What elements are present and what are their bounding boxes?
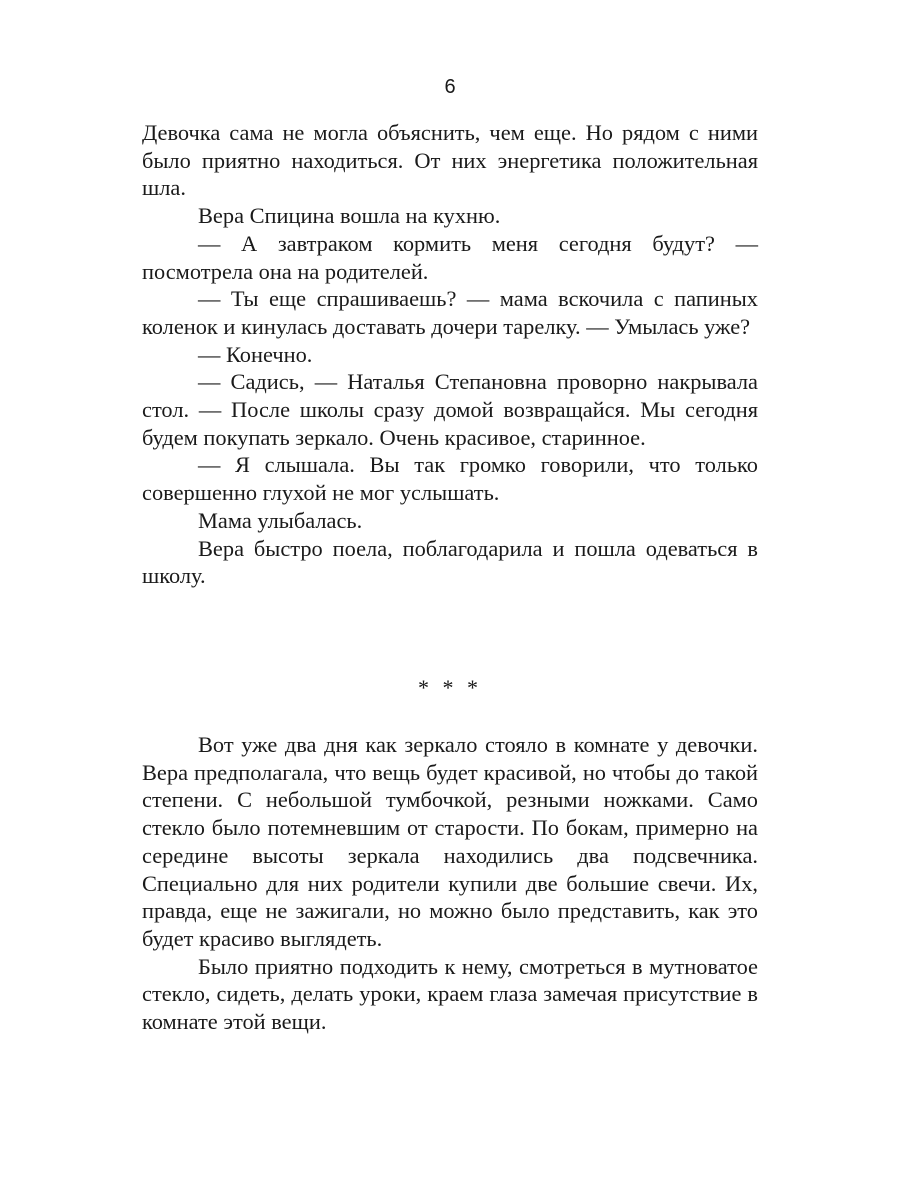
section-separator: * * * [418, 675, 482, 700]
paragraph: — Садись, — Наталья Степановна проворно накрывала стол. — После школы сразу домой возвращайся. Мы сегодня будем покупать зеркало. Очень красивое, старинное. [142, 369, 758, 450]
paragraph: Было приятно подходить к нему, смотреться в мутноватое стекло, сидеть, делать уроки, краем глаза замечая присутствие в комнате этой вещи. [142, 953, 758, 1035]
paragraph: Вера Спицина вошла на кухню. [198, 203, 501, 229]
paragraph: Вот уже два дня как зеркало стояло в комнате у девочки. Вера предполагала, что вещь будет красивой, но чтобы до такой степени. С небольшой тумбочкой, резными ножками. Само стекло было потемневшим от старости. По бокам, примерно на середине высоты зеркала находились два подсвечника. Специально для них родители купили две большие свечи. Их, правда, еще не зажигали, но можно было представить, как это будет красиво выглядеть. [142, 732, 758, 951]
text-section-2 [142, 731, 758, 1036]
paragraph: — Конечно. [198, 341, 313, 367]
paragraph: — А завтраком кормить меня сегодня будут? — посмотрела она на родителей. [142, 230, 758, 284]
paragraph: Мама улыбалась. [198, 507, 363, 533]
paragraph: — Ты еще спрашиваешь? — мама вскочила с папиных коленок и кинулась доставать дочери тарелку. — Умылась уже? [142, 286, 758, 339]
paragraph: Девочка сама не могла объяснить, чем еще. Но рядом с ними было приятно находиться. От них энергетика положительная шла. [142, 120, 758, 201]
paragraph: — Я слышала. Вы так громко говорили, что только совершенно глухой не мог услышать. [142, 452, 758, 506]
paragraph: Вера быстро поела, поблагодарила и пошла одеваться в школу. [142, 535, 758, 589]
page-number: 6 [444, 76, 456, 98]
text-section-1 [142, 119, 758, 590]
